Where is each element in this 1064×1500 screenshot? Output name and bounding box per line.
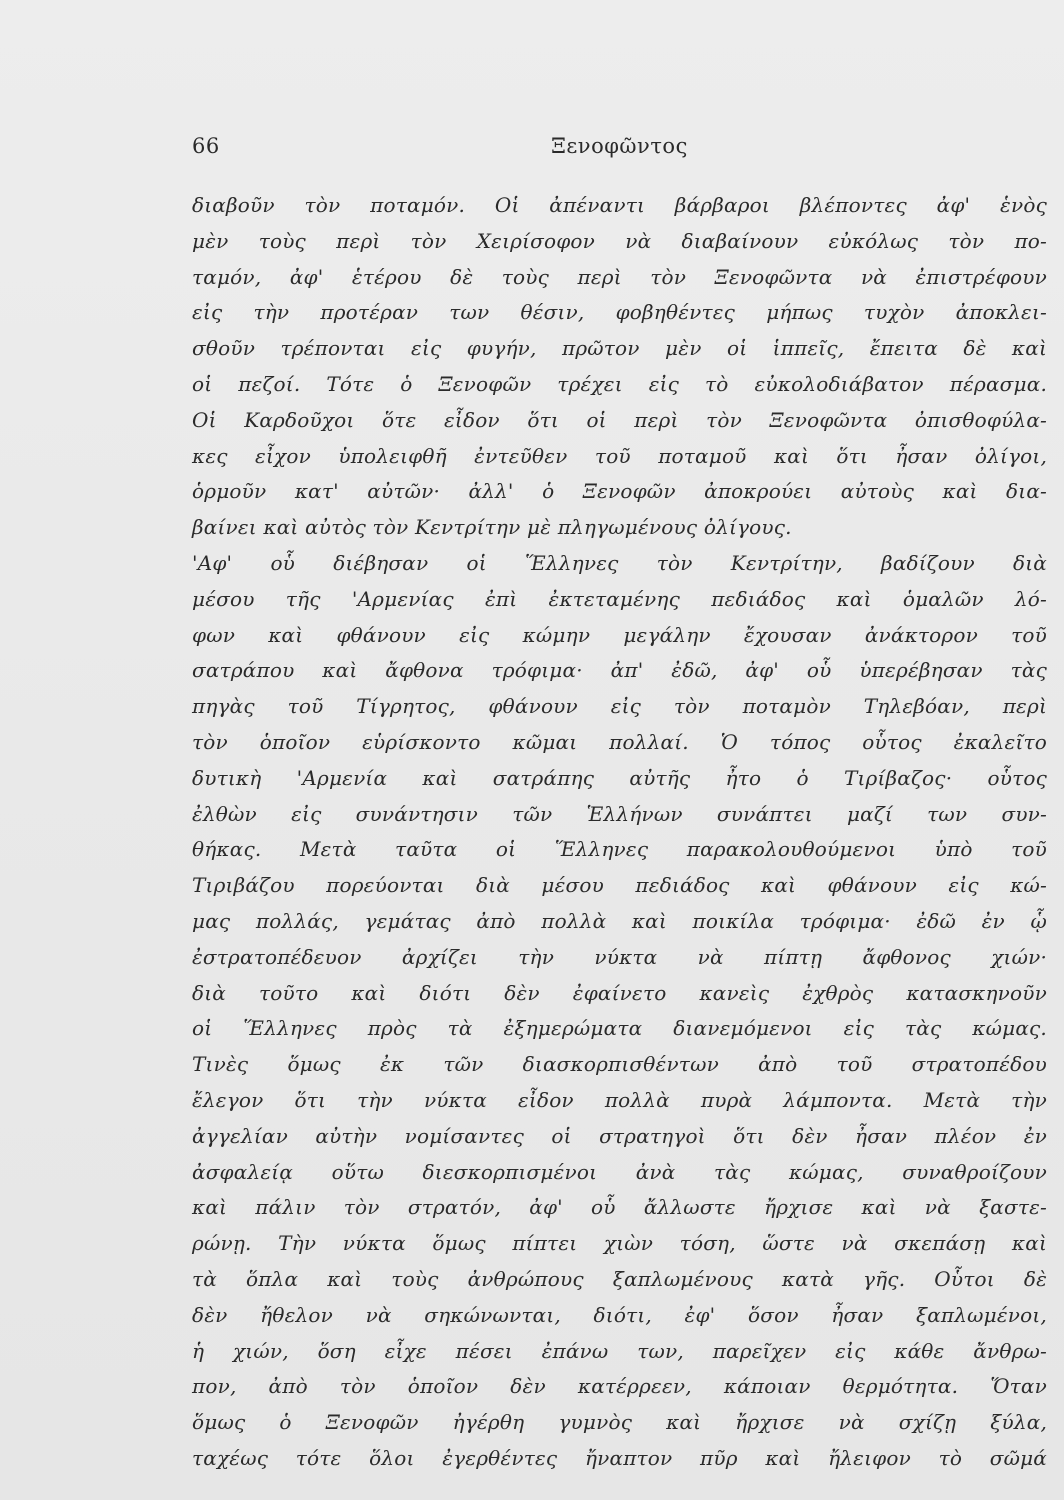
running-title: Ξενοφῶντος	[551, 134, 688, 158]
text-line: φων καὶ φθάνουν εἰς κώμην μεγάλην ἔχουσαν ἀνάκτορον τοῦ	[192, 622, 1047, 647]
text-line: σθοῦν τρέπονται εἰς φυγήν, πρῶτον μὲν οἱ ἱππεῖς, ἔπειτα δὲ καὶ	[192, 336, 1047, 361]
text-line: 'Αφ' οὗ διέβησαν οἱ Ἕλληνες τὸν Κεντρίτην, βαδίζουν διὰ	[192, 550, 1047, 575]
text-line: τὰ ὅπλα καὶ τοὺς ἀνθρώπους ξαπλωμένους κατὰ γῆς. Οὗτοι δὲ	[192, 1266, 1047, 1291]
text-line: ὁρμοῦν κατ' αὐτῶν· ἀλλ' ὁ Ξενοφῶν ἀποκρούει αὐτοὺς καὶ δια-	[192, 479, 1047, 504]
text-line: οἱ πεζοί. Τότε ὁ Ξενοφῶν τρέχει εἰς τὸ εὐκολοδιάβατον πέρασμα.	[192, 371, 1047, 396]
text-line: δυτικὴ 'Αρμενία καὶ σατράπης αὐτῆς ἦτο ὁ Τιρίβαζος· οὗτος	[192, 765, 1047, 790]
text-line: ἀγγελίαν αὐτὴν νομίσαντες οἱ στρατηγοὶ ὅτι δὲν ἦσαν πλέον ἐν	[192, 1123, 1047, 1148]
text-line: καὶ πάλιν τὸν στρατόν, ἀφ' οὗ ἄλλωστε ἤρχισε καὶ νὰ ξαστε-	[192, 1195, 1047, 1220]
text-line: ρώνῃ. Τὴν νύκτα ὅμως πίπτει χιὼν τόση, ὥστε νὰ σκεπάσῃ καὶ	[192, 1231, 1047, 1256]
text-line: ἀσφαλείᾳ οὕτω διεσκορπισμένοι ἀνὰ τὰς κώμας, συναθροίζουν	[192, 1159, 1047, 1184]
page-number: 66	[192, 134, 220, 158]
text-line: Τινὲς ὅμως ἐκ τῶν διασκορπισθέντων ἀπὸ τοῦ στρατοπέδου	[192, 1052, 1047, 1077]
text-line: οἱ Ἕλληνες πρὸς τὰ ἐξημερώματα διανεμόμενοι εἰς τὰς κώμας.	[192, 1016, 1047, 1041]
body-text	[192, 188, 1047, 1477]
text-line: ἐστρατοπέδευον ἀρχίζει τὴν νύκτα νὰ πίπτῃ ἄφθονος χιών·	[192, 944, 1047, 969]
text-line: διὰ τοῦτο καὶ διότι δὲν ἐφαίνετο κανεὶς ἐχθρὸς κατασκηνοῦν	[192, 980, 1047, 1005]
text-line: μὲν τοὺς περὶ τὸν Χειρίσοφον νὰ διαβαίνουν εὐκόλως τὸν πο-	[192, 228, 1047, 253]
page-header	[192, 134, 1047, 170]
text-line: διαβοῦν τὸν ποταμόν. Οἱ ἀπέναντι βάρβαροι βλέποντες ἀφ' ἑνὸς	[192, 193, 1047, 217]
text-line: δὲν ἤθελον νὰ σηκώνωνται, διότι, ἐφ' ὅσον ἦσαν ξαπλωμένοι,	[192, 1302, 1047, 1327]
text-line: κες εἶχον ὑπολειφθῆ ἐντεῦθεν τοῦ ποταμοῦ καὶ ὅτι ἦσαν ὀλίγοι,	[192, 443, 1047, 468]
text-line: σατράπου καὶ ἄφθονα τρόφιμα· ἀπ' ἐδῶ, ἀφ' οὗ ὑπερέβησαν τὰς	[192, 658, 1047, 683]
text-line: ὅμως ὁ Ξενοφῶν ἠγέρθη γυμνὸς καὶ ἤρχισε νὰ σχίζῃ ξύλα,	[192, 1410, 1047, 1435]
text-line: ταχέως τότε ὅλοι ἐγερθέντες ἤναπτον πῦρ καὶ ἤλειφον τὸ σῶμά	[192, 1445, 1047, 1470]
text-line: θήκας. Μετὰ ταῦτα οἱ Ἕλληνες παρακολουθούμενοι ὑπὸ τοῦ	[192, 837, 1047, 862]
text-line: μας πολλάς, γεμάτας ἀπὸ πολλὰ καὶ ποικίλα τρόφιμα· ἐδῶ ἐν ᾧ	[192, 908, 1047, 933]
text-line: πον, ἀπὸ τὸν ὁποῖον δὲν κατέρρεεν, κάποιαν θερμότητα. Ὅταν	[192, 1374, 1047, 1399]
text-line: πηγὰς τοῦ Τίγρητος, φθάνουν εἰς τὸν ποταμὸν Τηλεβόαν, περὶ	[192, 694, 1047, 719]
text-line: εἰς τὴν προτέραν των θέσιν, φοβηθέντες μήπως τυχὸν ἀποκλει-	[192, 300, 1047, 325]
text-line: ταμόν, ἀφ' ἑτέρου δὲ τοὺς περὶ τὸν Ξενοφῶντα νὰ ἐπιστρέφουν	[192, 264, 1047, 289]
text-line: τὸν ὁποῖον εὑρίσκοντο κῶμαι πολλαί. Ὁ τόπος οὗτος ἐκαλεῖτο	[192, 729, 1047, 754]
text-line: ἐλθὼν εἰς συνάντησιν τῶν Ἑλλήνων συνάπτει μαζί των συν-	[192, 801, 1047, 826]
text-line: ἔλεγον ὅτι τὴν νύκτα εἶδον πολλὰ πυρὰ λάμποντα. Μετὰ τὴν	[192, 1087, 1047, 1112]
text-line: Οἱ Καρδοῦχοι ὅτε εἶδον ὅτι οἱ περὶ τὸν Ξενοφῶντα ὀπισθοφύλα-	[192, 407, 1047, 432]
text-line: ἡ χιών, ὅση εἶχε πέσει ἐπάνω των, παρεῖχεν εἰς κάθε ἄνθρω-	[192, 1338, 1047, 1363]
text-line: μέσου τῆς 'Αρμενίας ἐπὶ ἐκτεταμένης πεδιάδος καὶ ὁμαλῶν λό-	[192, 586, 1047, 611]
text-line: Τιριβάζου πορεύονται διὰ μέσου πεδιάδος καὶ φθάνουν εἰς κώ-	[192, 873, 1047, 898]
text-line: βαίνει καὶ αὐτὸς τὸν Κεντρίτην μὲ πληγωμένους ὀλίγους.	[192, 515, 792, 540]
